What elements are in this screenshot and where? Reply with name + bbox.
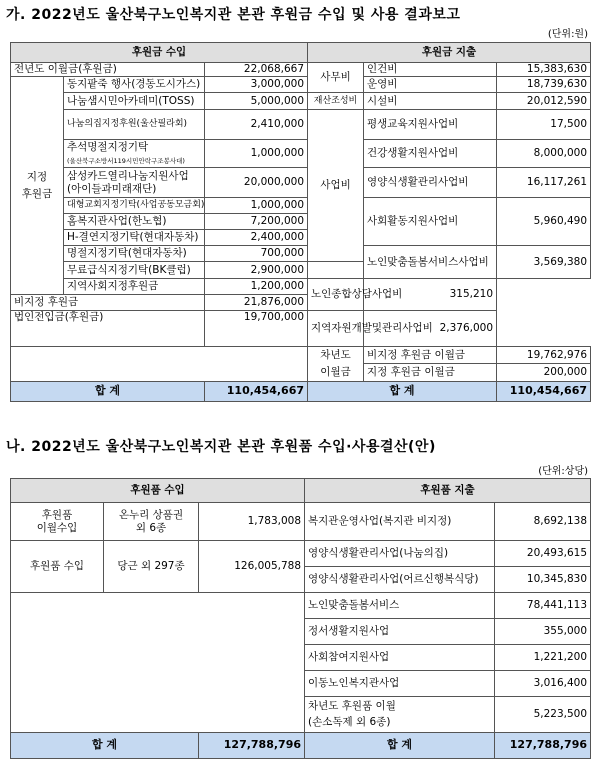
designated-4-sub: (아이들과미래재단) [67, 182, 157, 195]
exp-admin-label-1: 운영비 [364, 77, 497, 93]
goods-income-header: 후원품 수입 [11, 479, 305, 503]
exp-carry-value-1: 200,000 [497, 364, 591, 381]
exp-project-value-5: 315,210 [364, 279, 497, 311]
exp-project-label-5: 노인종합상담사업비 [308, 279, 364, 311]
exp-project-value-6: 2,376,000 [364, 311, 497, 347]
goods-expense-value-5: 1,221,200 [495, 645, 591, 671]
designated-value-1: 5,000,000 [205, 93, 308, 110]
corp-transfer-value: 19,700,000 [205, 311, 308, 347]
income-header: 후원금 수입 [11, 43, 308, 63]
goods-income-item-0-text: 온누리 상품권 외 6종 [118, 508, 184, 534]
designated-value-0: 3,000,000 [205, 77, 308, 93]
designated-label-text: 지정 후원금 [21, 170, 53, 200]
exp-project-value-3: 5,960,490 [497, 198, 591, 246]
designated-value-2: 2,410,000 [205, 110, 308, 140]
designated-label-1: 나눔샘시민아카데미(TOSS) [64, 93, 205, 110]
designated-value-8: 700,000 [205, 246, 308, 262]
exp-project-label-6: 지역자원개발및관리사업비 [308, 311, 364, 347]
goods-income-label-0 [11, 503, 104, 541]
designated-3-main: 추석명절지정기탁 [67, 140, 149, 153]
designated-4-main: 삼성카드열리나눔지원사업 [67, 169, 189, 182]
exp-carry-label-text: 차년도 이월금 [320, 349, 351, 378]
goods-income-item-0 [104, 503, 199, 541]
section1-title: 가. 2022년도 울산북구노인복지관 본관 후원금 수입 및 사용 결과보고 [6, 7, 461, 23]
section2-unit: (단위:상당) [538, 466, 588, 477]
goods-expense-header: 후원품 지출 [305, 479, 591, 503]
goods-expense-label-0: 복지관운영사업(복지관 비지정) [305, 503, 495, 541]
exp-project-value-0: 17,500 [497, 110, 591, 140]
goods-expense-label-4: 정서생활지원사업 [305, 619, 495, 645]
designated-label-8: 명절지정기탁(현대자동차) [64, 246, 205, 262]
designated-label-3 [64, 140, 205, 168]
goods-expense-value-7: 5,223,500 [495, 697, 591, 733]
exp-admin-value-1: 18,739,630 [497, 77, 591, 93]
expense-total-value: 110,454,667 [497, 381, 591, 401]
designated-label-10: 지역사회지정후원금 [64, 279, 205, 295]
designated-3-sub: (울산북구소방서119시민안락구조봉사대) [67, 156, 185, 165]
exp-property-label: 재산조성비 [308, 93, 364, 110]
donation-money-table [10, 42, 591, 402]
non-designated-value: 21,876,000 [205, 295, 308, 311]
goods-income-label-1: 후원품 수입 [11, 541, 104, 593]
goods-income-item-1: 당근 외 297종 [104, 541, 199, 593]
designated-label-0: 동지팥죽 행사(경동도시가스) [64, 77, 205, 93]
exp-admin-label: 사무비 [308, 63, 364, 93]
exp-carry-label-0: 비지정 후원금 이월금 [364, 347, 497, 364]
goods-income-total-value: 127,788,796 [199, 733, 305, 759]
goods-expense-label-6: 이동노인복지관사업 [305, 671, 495, 697]
exp-carry-value-0: 19,762,976 [497, 347, 591, 364]
prev-carry-label: 전년도 이월금(후원금) [11, 63, 205, 77]
designated-value-7: 2,400,000 [205, 230, 308, 246]
designated-value-9: 2,900,000 [205, 262, 308, 279]
exp-project-label-4: 노인맞춤돌봄서비스사업비 [364, 246, 497, 279]
section1-unit: (단위:원) [547, 29, 588, 40]
designated-value-4: 20,000,000 [205, 168, 308, 198]
goods-expense-label-3: 노인맞춤돌봄서비스 [305, 593, 495, 619]
exp-carry-label-1: 지정 후원금 이월금 [364, 364, 497, 381]
exp-project-label-3: 사회활동지원사업비 [364, 198, 497, 246]
goods-expense-label-5: 사회참여지원사업 [305, 645, 495, 671]
exp-property-item: 시설비 [364, 93, 497, 110]
goods-expense-total-label: 합 계 [305, 733, 495, 759]
designated-value-5: 1,000,000 [205, 198, 308, 214]
donation-goods-table [10, 478, 591, 759]
goods-expense-value-1: 20,493,615 [495, 541, 591, 567]
exp-project-label-2: 영양식생활관리사업비 [364, 168, 497, 198]
exp-project-label: 사업비 [308, 110, 364, 262]
goods-income-value-1: 126,005,788 [199, 541, 305, 593]
designated-label-2: 나눔의집지정후원(울산필라회) [64, 110, 205, 140]
designated-label-4 [64, 168, 205, 198]
goods-expense-label-1: 영양식생활관리사업(나눔의집) [305, 541, 495, 567]
exp-carry-label [308, 347, 364, 382]
designated-value-3: 1,000,000 [205, 140, 308, 168]
corp-transfer-label: 법인전입금(후원금) [11, 311, 205, 347]
designated-label-9: 무료급식지정기탁(BK클럽) [64, 262, 205, 279]
exp-project-value-4: 3,569,380 [497, 246, 591, 279]
exp-project-label-1: 건강생활지원사업비 [364, 140, 497, 168]
income-total-label: 합 계 [11, 381, 205, 401]
goods-expense-value-2: 10,345,830 [495, 567, 591, 593]
goods-expense-label-7 [305, 697, 495, 733]
designated-label-6: 홈복지관사업(한노협) [64, 214, 205, 230]
expense-header: 후원금 지출 [308, 43, 591, 63]
exp-admin-label-0: 인건비 [364, 63, 497, 77]
goods-expense-value-6: 3,016,400 [495, 671, 591, 697]
designated-value-6: 7,200,000 [205, 214, 308, 230]
expense-total-label: 합 계 [308, 381, 497, 401]
designated-label [11, 77, 64, 295]
exp-property-value: 20,012,590 [497, 93, 591, 110]
goods-expense-total-value: 127,788,796 [495, 733, 591, 759]
prev-carry-value: 22,068,667 [205, 63, 308, 77]
exp-admin-value-0: 15,383,630 [497, 63, 591, 77]
goods-expense-label-2: 영양식생활관리사업(어르신행복식당) [305, 567, 495, 593]
designated-label-5: 대형교회지정기탁(사업공동모금회) [64, 198, 205, 214]
non-designated-label: 비지정 후원금 [11, 295, 205, 311]
goods-expense-value-0: 8,692,138 [495, 503, 591, 541]
designated-value-10: 1,200,000 [205, 279, 308, 295]
goods-income-blank [11, 593, 305, 733]
goods-income-label-0-text: 후원품 이월수입 [36, 508, 78, 534]
exp-project-value-1: 8,000,000 [497, 140, 591, 168]
designated-label-7: H-결연지정기탁(현대자동차) [64, 230, 205, 246]
goods-expense-label-7-text: 차년도 후원품 이월 (손소독제 외 6종) [308, 700, 396, 728]
exp-project-label-0: 평생교육지원사업비 [364, 110, 497, 140]
exp-project-value-2: 16,117,261 [497, 168, 591, 198]
goods-income-total-label: 합 계 [11, 733, 199, 759]
goods-income-value-0: 1,783,008 [199, 503, 305, 541]
goods-expense-value-4: 355,000 [495, 619, 591, 645]
goods-expense-value-3: 78,441,113 [495, 593, 591, 619]
income-total-value: 110,454,667 [205, 381, 308, 401]
section2-title: 나. 2022년도 울산북구노인복지관 본관 후원품 수입·사용결산(안) [6, 439, 436, 455]
income-blank [11, 347, 308, 382]
